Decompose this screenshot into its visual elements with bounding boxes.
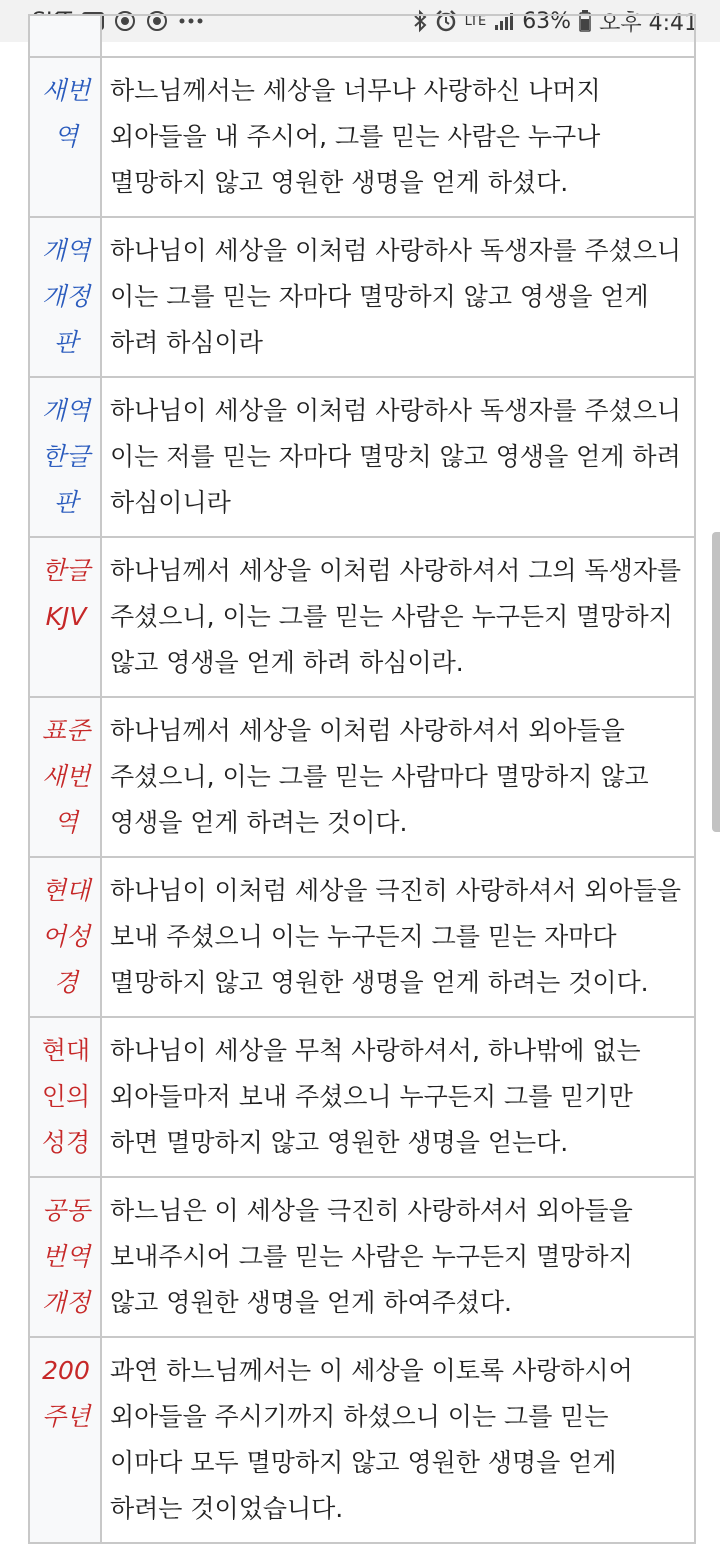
verse-translation-table xyxy=(28,14,696,1544)
clock: 오후 4:41 xyxy=(599,10,698,36)
verse-text: 하나님께서 세상을 이처럼 사랑하셔서 외아들을 주셨으니, 이는 그를 믿는 사람마다 멸망하지 않고 영생을 얻게 하려는 것이다. xyxy=(101,697,695,857)
translation-name-link[interactable]: 새번역 xyxy=(29,57,101,217)
table-row-cut-off xyxy=(29,15,695,57)
table-row xyxy=(29,1017,695,1177)
table-row xyxy=(29,217,695,377)
verse-text: 하나님이 세상을 이처럼 사랑하사 독생자를 주셨으니 이는 저를 믿는 자마다 멸망치 않고 영생을 얻게 하려 하심이니라 xyxy=(101,377,695,537)
translation-name-link[interactable]: 개역한글판 xyxy=(29,377,101,537)
scrollbar-thumb[interactable] xyxy=(712,532,720,832)
verse-text: 하나님이 이처럼 세상을 극진히 사랑하셔서 외아들을 보내 주셨으니 이는 누구든지 그를 믿는 자마다 멸망하지 않고 영원한 생명을 얻게 하려는 것이다. xyxy=(101,857,695,1017)
translation-name-link[interactable]: 현대인의성경 xyxy=(29,1017,101,1177)
table-row xyxy=(29,857,695,1017)
verse-text: 하나님이 세상을 이처럼 사랑하사 독생자를 주셨으니 이는 그를 믿는 자마다 멸망하지 않고 영생을 얻게 하려 하심이라 xyxy=(101,217,695,377)
table-row xyxy=(29,57,695,217)
translation-name-link[interactable]: 현대어성경 xyxy=(29,857,101,1017)
translation-name-link[interactable]: 개역개정판 xyxy=(29,217,101,377)
table-row xyxy=(29,377,695,537)
table-row xyxy=(29,697,695,857)
table-row xyxy=(29,1337,695,1543)
verse-text: 하느님은 이 세상을 극진히 사랑하셔서 외아들을 보내주시어 그를 믿는 사람은 누구든지 멸망하지 않고 영원한 생명을 얻게 하여주셨다. xyxy=(101,1177,695,1337)
verse-comparison-page xyxy=(0,42,720,1523)
network-type-label: LTE xyxy=(464,13,487,29)
table-row xyxy=(29,1177,695,1337)
verse-text: 하나님께서 세상을 이처럼 사랑하셔서 그의 독생자를 주셨으니, 이는 그를 믿는 사람은 누구든지 멸망하지 않고 영생을 얻게 하려 하심이라. xyxy=(101,537,695,697)
verse-text: 하나님이 세상을 무척 사랑하셔서, 하나밖에 없는 외아들마저 보내 주셨으니 누구든지 그를 믿기만 하면 멸망하지 않고 영원한 생명을 얻는다. xyxy=(101,1017,695,1177)
translation-name-link[interactable]: 한글KJV xyxy=(29,537,101,697)
translation-name-link[interactable]: 200주년 xyxy=(29,1337,101,1543)
translation-name-link[interactable]: 표준새번역 xyxy=(29,697,101,857)
translation-name-link[interactable]: 공동번역개정 xyxy=(29,1177,101,1337)
verse-text: 하느님께서는 세상을 너무나 사랑하신 나머지 외아들을 내 주시어, 그를 믿는 사람은 누구나 멸망하지 않고 영원한 생명을 얻게 하셨다. xyxy=(101,57,695,217)
table-row xyxy=(29,537,695,697)
verse-text: 과연 하느님께서는 이 세상을 이토록 사랑하시어 외아들을 주시기까지 하셨으니 이는 그를 믿는 이마다 모두 멸망하지 않고 영원한 생명을 얻게 하려는 것이었습니다. xyxy=(101,1337,695,1543)
battery-percent: 63% xyxy=(522,8,572,34)
